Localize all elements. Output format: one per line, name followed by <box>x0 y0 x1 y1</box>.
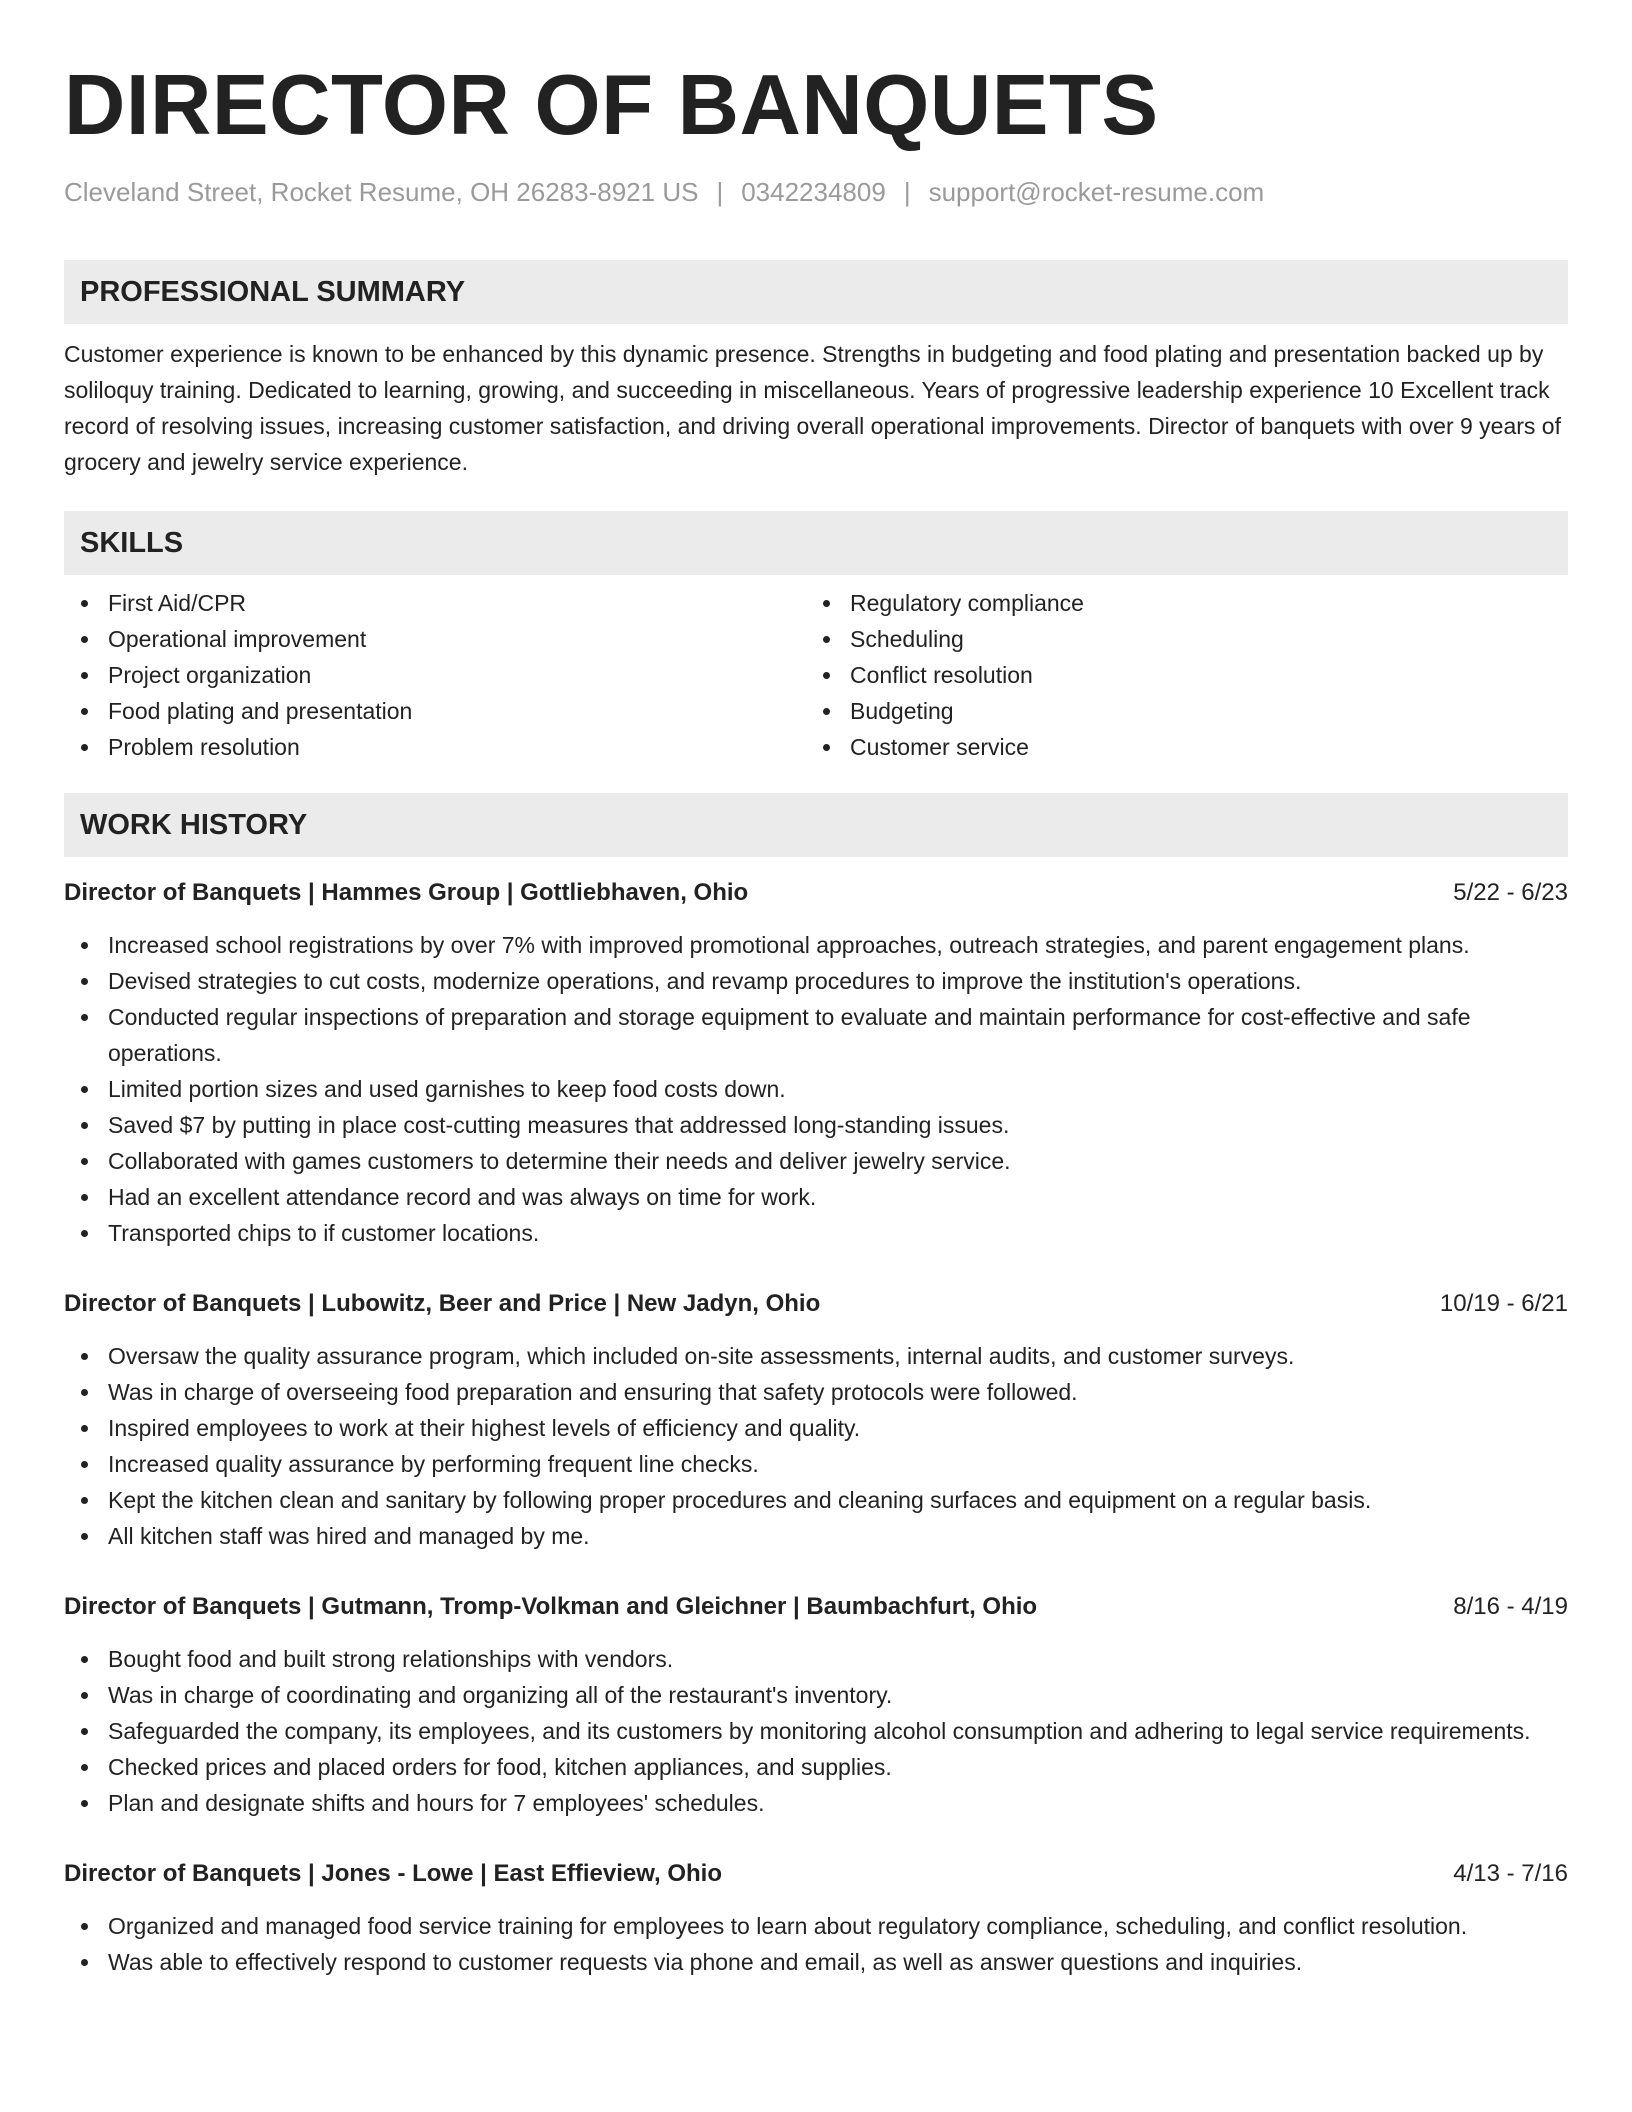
job-dates: 4/13 - 7/16 <box>1453 1860 1568 1887</box>
job-header <box>64 875 1568 911</box>
skill-item: Food plating and presentation <box>64 693 806 729</box>
job-bullet: Inspired employees to work at their highest levels of efficiency and quality. <box>64 1410 1568 1446</box>
job-bullets <box>64 1641 1568 1821</box>
job-bullet: Devised strategies to cut costs, modernize operations, and revamp procedures to improve the institution's operations. <box>64 963 1568 999</box>
job-bullets <box>64 927 1568 1251</box>
job-header <box>64 1589 1568 1625</box>
contact-separator: | <box>903 177 911 207</box>
job-title: Director of Banquets | Jones - Lowe | East Effieview, Ohio <box>64 1860 722 1887</box>
job-bullet: Checked prices and placed orders for food, kitchen appliances, and supplies. <box>64 1749 1568 1785</box>
job-bullet: Kept the kitchen clean and sanitary by following proper procedures and cleaning surfaces and equipment on a regular basis. <box>64 1482 1568 1518</box>
job-bullet: Bought food and built strong relationships with vendors. <box>64 1641 1568 1677</box>
job-dates: 10/19 - 6/21 <box>1439 1290 1568 1317</box>
skill-item: Conflict resolution <box>806 657 1568 693</box>
skill-item: Operational improvement <box>64 621 806 657</box>
skill-item: Project organization <box>64 657 806 693</box>
job-bullet: Had an excellent attendance record and was always on time for work. <box>64 1179 1568 1215</box>
section-heading-skills: SKILLS <box>64 511 1568 575</box>
job-entry <box>64 1856 1568 1980</box>
job-bullet: Limited portion sizes and used garnishes to keep food costs down. <box>64 1071 1568 1107</box>
job-header <box>64 1856 1568 1892</box>
job-bullet: Safeguarded the company, its employees, and its customers by monitoring alcohol consumption and adhering to legal service requirements. <box>64 1713 1568 1749</box>
resume-name: DIRECTOR OF BANQUETS <box>64 58 1159 153</box>
job-title: Director of Banquets | Hammes Group | Gottliebhaven, Ohio <box>64 879 749 906</box>
skills-list <box>64 585 1568 765</box>
section-heading-work-history: WORK HISTORY <box>64 793 1568 857</box>
skill-item: First Aid/CPR <box>64 585 806 621</box>
job-bullet: Oversaw the quality assurance program, which included on-site assessments, internal audits, and customer surveys. <box>64 1338 1568 1374</box>
job-header <box>64 1286 1568 1322</box>
job-bullets <box>64 1338 1568 1554</box>
contact-separator: | <box>716 177 724 207</box>
job-title: Director of Banquets | Lubowitz, Beer and Price | New Jadyn, Ohio <box>64 1290 821 1317</box>
section-heading-summary: PROFESSIONAL SUMMARY <box>64 260 1568 324</box>
job-bullet: Organized and managed food service training for employees to learn about regulatory compliance, scheduling, and conflict resolution. <box>64 1908 1568 1944</box>
job-bullet: All kitchen staff was hired and managed by me. <box>64 1518 1568 1554</box>
contact-phone: 0342234809 <box>741 177 886 207</box>
job-bullet: Saved $7 by putting in place cost-cutting measures that addressed long-standing issues. <box>64 1107 1568 1143</box>
job-bullet: Collaborated with games customers to determine their needs and deliver jewelry service. <box>64 1143 1568 1179</box>
job-entry <box>64 1286 1568 1554</box>
summary-text: Customer experience is known to be enhanced by this dynamic presence. Strengths in budgeting and food plating and presentation backed up by soliloquy training. Dedicated to learning, growing, and succeeding in miscellaneous. Years of progressive leadership experience 10 Excellent track record of resolving issues, increasing customer satisfaction, and driving overall operational improvements. Director of banquets with over 9 years of grocery and jewelry service experience. <box>64 341 1561 475</box>
skill-item: Budgeting <box>806 693 1568 729</box>
skill-item: Problem resolution <box>64 729 806 765</box>
job-title: Director of Banquets | Gutmann, Tromp-Volkman and Gleichner | Baumbachfurt, Ohio <box>64 1593 1038 1620</box>
contact-line <box>64 174 1568 210</box>
skill-item: Regulatory compliance <box>806 585 1568 621</box>
job-bullet: Was able to effectively respond to customer requests via phone and email, as well as answer questions and inquiries. <box>64 1944 1568 1980</box>
skills-column-left <box>64 585 806 765</box>
job-bullet: Plan and designate shifts and hours for 7 employees' schedules. <box>64 1785 1568 1821</box>
job-bullets <box>64 1908 1568 1980</box>
job-entry <box>64 1589 1568 1821</box>
job-bullet: Increased school registrations by over 7% with improved promotional approaches, outreach strategies, and parent engagement plans. <box>64 927 1568 963</box>
skill-item: Scheduling <box>806 621 1568 657</box>
job-dates: 8/16 - 4/19 <box>1453 1593 1568 1620</box>
skills-column-right <box>806 585 1568 765</box>
job-bullet: Transported chips to if customer locations. <box>64 1215 1568 1251</box>
job-bullet: Conducted regular inspections of preparation and storage equipment to evaluate and maintain performance for cost-effective and safe operations. <box>64 999 1568 1071</box>
skill-item: Customer service <box>806 729 1568 765</box>
job-bullet: Was in charge of coordinating and organizing all of the restaurant's inventory. <box>64 1677 1568 1713</box>
contact-email: support@rocket-resume.com <box>928 177 1265 207</box>
job-bullet: Increased quality assurance by performing frequent line checks. <box>64 1446 1568 1482</box>
job-dates: 5/22 - 6/23 <box>1453 879 1568 906</box>
job-bullet: Was in charge of overseeing food preparation and ensuring that safety protocols were followed. <box>64 1374 1568 1410</box>
contact-address: Cleveland Street, Rocket Resume, OH 26283-8921 US <box>64 177 699 207</box>
job-entry <box>64 875 1568 1251</box>
